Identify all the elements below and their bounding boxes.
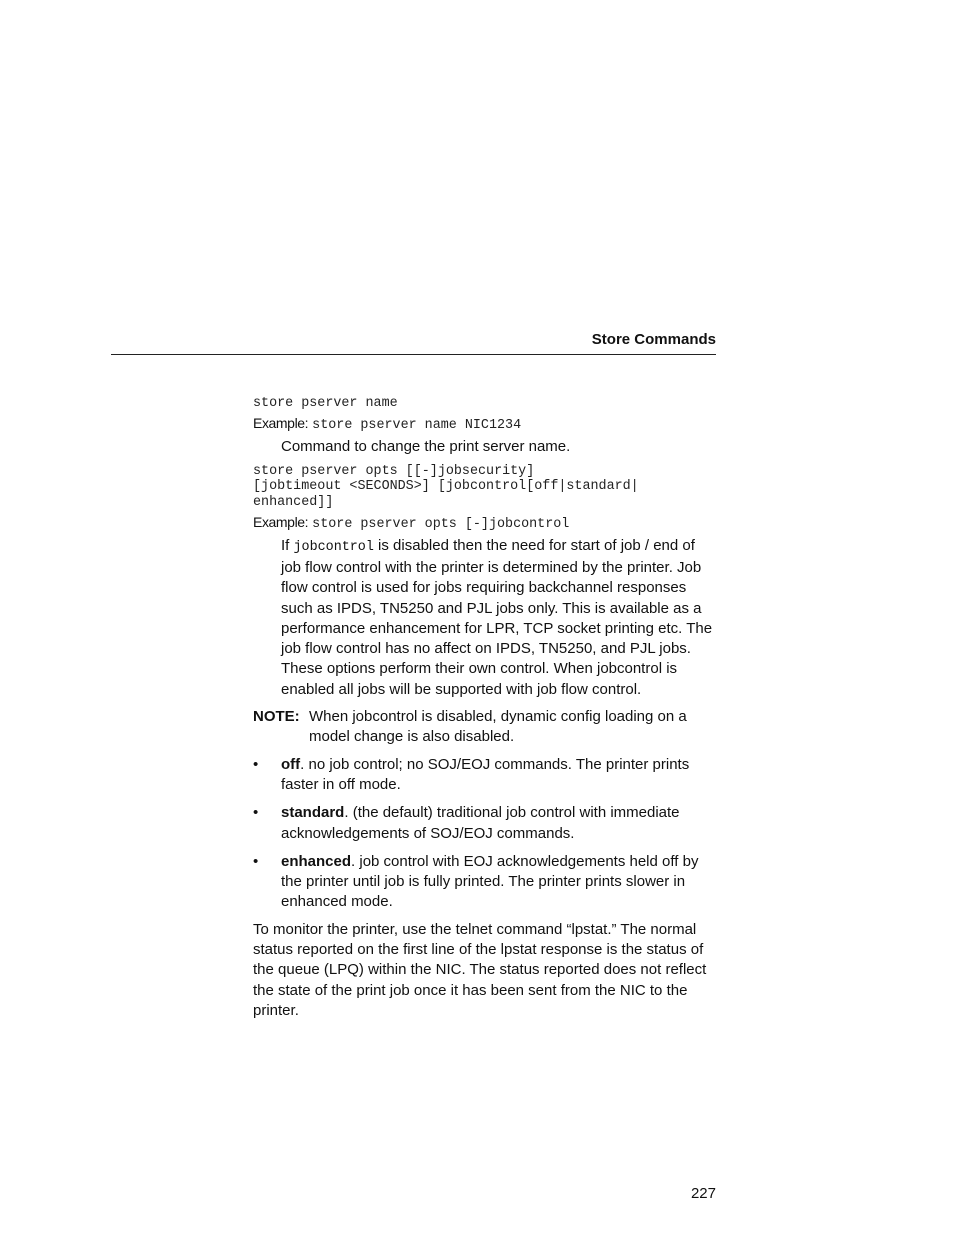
example-line: [253, 513, 718, 534]
inline-code: jobcontrol: [293, 539, 374, 555]
example-line: [253, 414, 718, 435]
list-item: [253, 755, 718, 796]
header-divider: [111, 354, 716, 355]
bullet-term: standard: [281, 804, 345, 822]
example-label: Example:: [253, 513, 309, 530]
list-item: [253, 852, 718, 913]
bullet-term: off: [281, 755, 301, 773]
command-syntax-line: [jobtimeout <SECONDS>] [jobcontrol[off|standard|: [253, 479, 639, 495]
list-item: [253, 803, 718, 844]
bullet-icon: •: [253, 852, 259, 870]
page-number: 227: [690, 1185, 716, 1202]
bullet-icon: •: [253, 755, 259, 773]
bullet-text: . job control with EOJ acknowledgements held off by the printer until job is fully printed. The printer prints slower in enhanced mode.: [281, 852, 699, 911]
example-code: store pserver opts [-]jobcontrol: [312, 516, 570, 532]
note-block: [253, 707, 718, 748]
note-text: When jobcontrol is disabled, dynamic config loading on a model change is also disabled.: [309, 708, 687, 746]
running-header-title: Store Commands: [591, 331, 716, 348]
desc-prefix: If: [281, 536, 290, 554]
example-code: store pserver name NIC1234: [312, 417, 522, 433]
page-content: [253, 396, 718, 1021]
bullet-term: enhanced: [281, 852, 352, 870]
note-label: NOTE:: [253, 708, 300, 726]
command-store-pserver-name: [253, 396, 718, 457]
command-syntax-line: enhanced]]: [253, 495, 334, 511]
desc-text: is disabled then the need for start of job / end of job flow control with the printer is determined by the printer. Job flow control is used for jobs requiring backchannel responses such as IPDS, TN5250 and PJL jobs only. This is available as a performance enhancement for LPR, TCP socket printing etc. The job flow control has no affect on IPDS, TN5250, and PJL jobs. These options perform their own control. When jobcontrol is enabled all jobs will be supported with job flow control.: [281, 536, 713, 698]
command-syntax: store pserver name: [253, 396, 398, 411]
command-description: [281, 536, 718, 700]
bullet-text: . (the default) traditional job control with immediate acknowledgements of SOJ/EOJ commands.: [281, 804, 680, 842]
command-store-pserver-opts: [253, 464, 718, 700]
command-description: Command to change the print server name.: [281, 437, 571, 455]
command-syntax-line: store pserver opts [[-]jobsecurity]: [253, 463, 535, 479]
bullet-text: . no job control; no SOJ/EOJ commands. The printer prints faster in off mode.: [281, 755, 690, 793]
closing-paragraph: To monitor the printer, use the telnet command “lpstat.” The normal status reported on the first line of the lpstat response is the status of the queue (LPQ) within the NIC. The status reported does not reflect the state of the print job once it has been sent from the NIC to the printer.: [253, 920, 707, 1019]
bullet-icon: •: [253, 804, 259, 822]
example-label: Example:: [253, 414, 309, 431]
